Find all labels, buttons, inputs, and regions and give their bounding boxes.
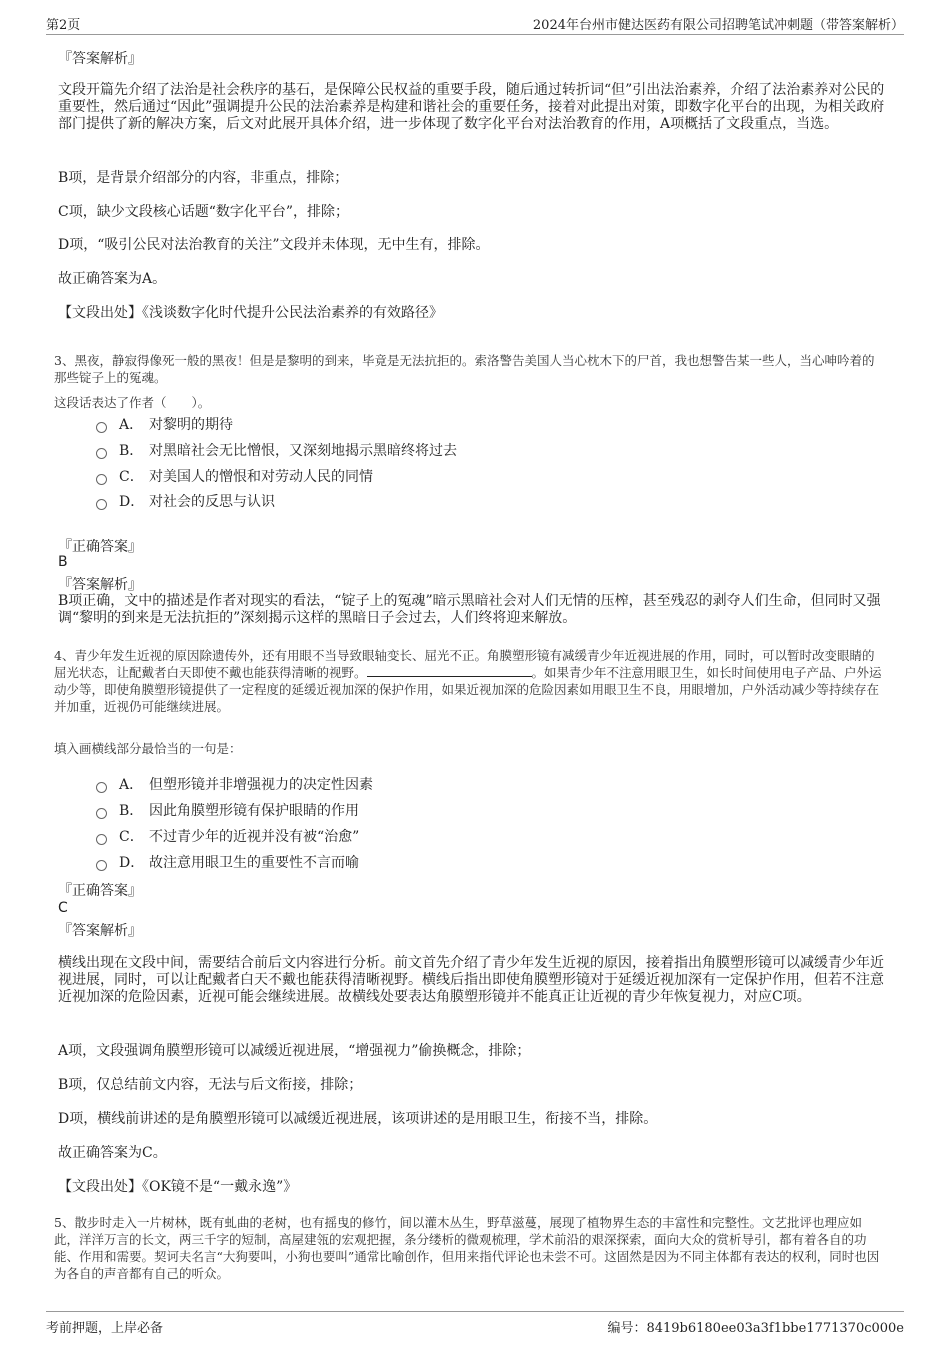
source: 【文段出处】《浅谈数字化时代提升公民法治素养的有效路径》 (58, 305, 443, 321)
correct-answer: B (58, 554, 68, 570)
question-stem: 4、青少年发生近视的原因除遗传外，还有用眼不当导致眼轴变长、屈光不正。角膜塑形镜有减缓青少年近视进展的作用，同时，可以暂时改变眼睛的屈光状态，让配戴者白天即使不戴也能获得清晰的视野。 。如果青少年不注意用眼卫生，如长时间使用电子产品、户外运动少等，即使角膜塑形镜提供了一定程度的延缓近视加深的保护作用，如果近视加深的危险因素如用眼卫生不良，用眼增加，户外活动减少等持续存在并加重，近视仍可能继续进展。 (54, 648, 882, 714)
analysis-text: 横线出现在文段中间，需要结合前后文内容进行分析。前文首先介绍了青少年发生近视的原因，接着指出角膜塑形镜可以减缓青少年近视进展，同时，可以让配戴者白天不戴也能获得清晰视野。横线后指出即使角膜塑形镜对于延缓近视加深有一定保护作用，但若不注意近视加深的危险因素，近视可能会继续进展。故横线处要表达角膜塑形镜并不能真正让近视的青少年恢复视力，对应C项。 (58, 955, 884, 1005)
option-b[interactable]: B． 因此角膜塑形镜有保护眼睛的作用 (96, 800, 359, 820)
option-a[interactable]: A． 对黎明的期待 (96, 414, 233, 434)
page-footer (46, 1311, 904, 1336)
source: 【文段出处】《OK镜不是“一戴永逸”》 (58, 1179, 298, 1195)
option-d-analysis: D项，横线前讲述的是角膜塑形镜可以减缓近视进展，该项讲述的是用眼卫生，衔接不当，排除。 (58, 1111, 658, 1127)
radio-button[interactable] (96, 782, 107, 793)
option-c[interactable]: C． 对美国人的憎恨和对劳动人民的同情 (96, 466, 373, 486)
analysis-text: B项正确，文中的描述是作者对现实的看法，“锭子上的冤魂”暗示黑暗社会对人们无情的压榨，甚至残忍的剥夺人们生命，但同时又强调“黎明的到来是无法抗拒的”深刻揭示这样的黑暗日子会过去，人们终将迎来解放。 (58, 593, 881, 626)
option-a[interactable]: A． 但塑形镜并非增强视力的决定性因素 (96, 774, 373, 794)
radio-button[interactable] (96, 808, 107, 819)
document-title: 2024年台州市健达医药有限公司招聘笔试冲刺题（带答案解析） (532, 18, 904, 33)
document-id: 编号：8419b6180ee03a3f1bbe1771370c000e (607, 1321, 904, 1336)
option-b-analysis: B项，仅总结前文内容，无法与后文衔接，排除； (58, 1077, 363, 1093)
radio-button[interactable] (96, 474, 107, 485)
question-prompt: 填入画横线部分最恰当的一句是： (54, 741, 242, 756)
option-b-analysis: B项，是背景介绍部分的内容，非重点，排除； (58, 170, 349, 186)
option-c[interactable]: C． 不过青少年的近视并没有被“治愈” (96, 826, 359, 846)
fill-blank (367, 664, 532, 677)
question-stem: 5、散步时走入一片树林，既有虬曲的老树，也有摇曳的修竹，间以灌木丛生，野草滋蔓，展现了植物界生态的丰富性和完整性。文艺批评也理应如此，洋洋万言的长文，两三千字的短制，高屋建瓴的宏观把握，条分缕析的微观梳理，学术前沿的艰深探索，面向大众的赏析导引，都有着各自的功能、作用和需要。契诃夫名言“大狗要叫，小狗也要叫”通常比喻创作，但用来指代评论也未尝不可。这固然是因为不同主体都有表达的权利，同时也因为各自的声音都有自己的听众。 (54, 1215, 880, 1281)
option-d[interactable]: D． 对社会的反思与认识 (96, 491, 275, 511)
question-prompt: 这段话表达了作者（ ）。 (54, 395, 211, 410)
correct-answer-tag: 『正确答案』 (58, 883, 142, 899)
question-stem: 3、黑夜，静寂得像死一般的黑夜！但是是黎明的到来，毕竟是无法抗拒的。索洛警告美国人当心枕木下的尸首，我也想警告某一些人，当心呻吟着的那些锭子上的冤魂。 (54, 353, 875, 385)
analysis-text: 文段开篇先介绍了法治是社会秩序的基石，是保障公民权益的重要手段，随后通过转折词“但”引出法治素养，介绍了法治素养对公民的重要性，然后通过“因此”强调提升公民的法治素养是构建和谐社会的重要任务，接着对此提出对策，即数字化平台的出现，为相关政府部门提供了新的解决方案，后文对此展开具体介绍，进一步体现了数字化平台对法治教育的作用，A项概括了文段重点，当选。 (58, 82, 885, 132)
analysis-tag: 『答案解析』 (58, 577, 142, 593)
option-d-analysis: D项，“吸引公民对法治教育的关注”文段并未体现，无中生有，排除。 (58, 237, 490, 253)
page-header (46, 12, 904, 35)
radio-button[interactable] (96, 422, 107, 433)
conclusion: 故正确答案为C。 (58, 1145, 167, 1161)
analysis-tag: 『答案解析』 (58, 923, 142, 939)
page-number: 第2页 (46, 18, 81, 33)
radio-button[interactable] (96, 499, 107, 510)
correct-answer: C (58, 900, 68, 916)
option-c-analysis: C项，缺少文段核心话题“数字化平台”，排除； (58, 204, 350, 220)
footer-slogan: 考前押题，上岸必备 (46, 1321, 164, 1336)
option-d[interactable]: D． 故注意用眼卫生的重要性不言而喻 (96, 852, 359, 872)
radio-button[interactable] (96, 860, 107, 871)
correct-answer-tag: 『正确答案』 (58, 539, 142, 555)
option-a-analysis: A项，文段强调角膜塑形镜可以减缓近视进展，“增强视力”偷换概念，排除； (58, 1043, 531, 1059)
option-b[interactable]: B． 对黑暗社会无比憎恨，又深刻地揭示黑暗终将过去 (96, 440, 457, 460)
analysis-tag: 『答案解析』 (58, 51, 142, 67)
radio-button[interactable] (96, 834, 107, 845)
radio-button[interactable] (96, 448, 107, 459)
conclusion: 故正确答案为A。 (58, 271, 167, 287)
